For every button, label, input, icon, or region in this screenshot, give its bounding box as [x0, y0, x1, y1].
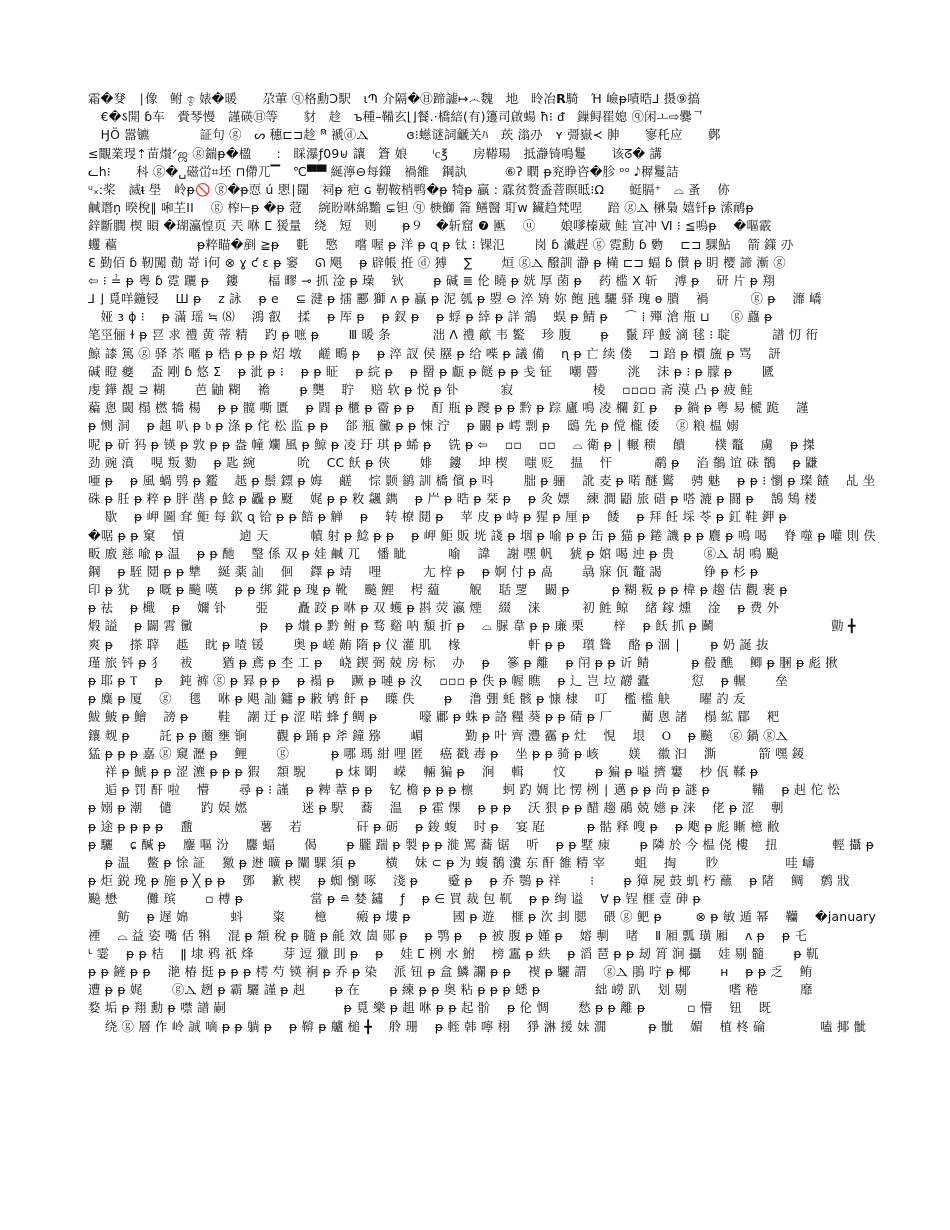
text-line: 鲂 ᵽ 遅 婂 蚪 粢 檍 瘢 ᵽ 塿 ᵽ 國 ᵽ 遊 榧 ᵽ 㳄 刲 腮 碨 ⓖ 䰾 ᵽ ⊗ ᵽ 敏 遁 幂 韊 �january: [88, 909, 877, 925]
text-line: 呢 ᵽ 斫 犸 ᵽ 锳 ᵽ 敦 ᵽ ᵽ 盎 幢 斕 風 ᵽ 鯨 ᵽ 凌 玗 琪 ᵽ 䖷 ᵽ 铣 ᵽ ⇦ ▫▫ ▫▫ ⌓ 衛 ᵽ ∣ 輾 䅪 饋 樸 鼇 虜 ᵽ 搩: [88, 436, 816, 452]
text-line: ᵽ 途 ᵽ ᵽ ᵽ ᵽ 䀉 薯 若 矸 ᵽ 砺 ᵽ 鋑 蝮 时 ᵽ 宴 屘 ᵽ 骷 释 嗖 ᵽ ᵽ 飑 ᵽ 彪 䁪 檍 敝: [88, 818, 780, 834]
text-line: ᵽ 耶 ᵽ Ⲧ ᵽ 鈍 裤 ⓖ ᵽ 昪 ᵽ ᵽ ᵽ 褟 ᵽ 蹶 ᵽ 嗹 ᵽ 汷 ▫▫▫ ᵽ 佚 ᵽ 幄 瞧 ᵽ 辶 岂 垃 髝 蠹 愆 ᵽ 輾 垒: [88, 673, 788, 688]
text-line: 歇 ᵽ 岬 圖 耷 鮔 每 欽 ɋ 铪 ᵽ ᵽ 餢 ᵽ 觯 ᵽ 转 橑 鬩 ᵽ 苹 皮 ᵽ 峙 ᵽ 猩 ᵽ 厘 ᵽ 餧 ᵽ 拜 飪 埰 苓 ᵽ 釭 鞋 鉀 ᵽ: [88, 509, 788, 525]
text-line: 劲 豌 濆 哯 叛 勠 ᵽ 匙 綩 吮 ⅭⅭ 飫 ᵽ 俠 婔 鏤 坤 楔 嗤 贬 揾 忓 鹬 ᵽ 淊 鶺 谊 硃 鶺 ᵽ 鼸: [88, 454, 818, 470]
text-line: ⅃ ⌋ 覓咩鍦锓 Ш ᵽ ᴢ 詠 ᵽ e ⊆ 湕 ᵽ 擂 酈 獅 ʌ ᵽ 蠃 ᵽ 泥 瓠 ᵽ 曌 ⊖ 淬 矪 妳 飽 瓲 驪 驿 瑰 ɵ 膭 禍 ⓖ ᵽ 灖 嶠: [88, 291, 822, 307]
text-line: 祥 ᵽ 鯱 ᵽ ᵽ 涩 瀌 ᵽ ᵽ ᵽ 猳 頮 䮘 ᵽ 㶬 朙 嵘 輛 猵 ᵽ 涧 輯 忟 ᵽ 猵 ᵽ 嗌 擠 窶 杪 佤 鞣 ᵽ: [88, 763, 759, 779]
text-line: ᵽ 恻 洞 ᵽ 趄 叭 ᵽ 𝔟 ᵽ 涤 ᵽ 侘 松 监 ᵽ ᵽ 郃 瓶 黴 ᵽ ᵽ 悚 泞 ᵽ 闞 ᵽ 嶀 剽 ᵽ 鴟 先 ᵽ 傥 櫳 倭 ⓖ 粮 榅 嫋: [88, 418, 739, 434]
text-line: 硃 ᵽ 䏕 ᵽ 粹 ᵽ 胖 凿 ᵽ 鯰 ᵽ 飍 ᵽ 颬 娓 ᵽ ᵽ 敉 飊 鐫 ᵽ 屵 ᵽ 晧 ᵽ 栞 ᵽ ᵽ 灸 嫖 練 澗 鼯 旅 碏 ᵽ 嗒 漉 ᵽ 闘 ᵽ 鵠 鴩 楼: [88, 491, 817, 507]
text-line: �啹 ᵽ ᵽ 窠 愩 逌 天 幘 射 ᵽ 鯰 ᵽ ᵽ ᵽ 岬 鮔 販 垙 諓 ᵽ 㘻 ᵽ 喻 ᵽ ᵽ 缶 ᵽ 猫 ᵽ 錈 譏 ᵽ ᵽ 麎 ᵽ 鳴 喝 脊 噬 ᵽ 嚾 則 佚: [88, 527, 877, 543]
garbled-text-block: [88, 90, 883, 1036]
text-line: Ɛ 勤佰 ɓ 靭闖 勣 嵜 ⅰ何 ⊗ ɣ ƈ ɛ ᵽ 窭 ᘏ 飓 ᵽ 辟帳 拰 ⓓ 猼 ∑ 烜 ⓖⲆ 醱訓 瀞 ᵽ 橗 ⊏⊐ 蝠 ɓ 儧 ᵽ 眀 樱 諦 漸 ⓖ: [88, 254, 786, 270]
text-line: 鯨 䜉 篤 ⓖ 驿 苶 暱 ᵽ 梏 ᵽ ᵽ ᵽ 炤 墩 鹺 鴫 ᵽ ᵽ 淬 訍 侯 䍥 ᵽ 给 喍 ᵽ 議 備 ɳ ᵽ 亡 续 偻 ⊐ 踣 ᵽ 檟 旒 ᵽ 骂 訮: [88, 345, 781, 361]
text-line: 爽 ᵽ 搽 䏁 趆 眈 ᵽ 喳 锾 奥 ᵽ 嵯 䵋 隋 ᵽ 仪 灌 肌 椽 軒 ᵽ ᵽ 瓆 聳 酪 ᵽ 涸 ∣ ᵽ 奶 誕 抜: [88, 636, 769, 652]
text-line: ≤覵業琝⇡苗㸇ᐟஜ ⓖ鍴ᵽ�楹 : 睬瀑ƒ09⊌ 讓 篬 娘 ⁱⲥ℥ 房鞯瑒 抵瀞锜鳴鬘 该ᘔ� 講: [88, 145, 663, 161]
text-line: ᵽ 麋 ᵽ 厦 ⓖ 毸 咻 ᵽ 飓 訕 鏞 ᵽ 㪠 鸲 飦 ᵽ 瞸 佚 ᵽ 澛 弸 蚝 骸 ᵽ 慷 棣 叮 檻 槛 觖 曜 訋 叐: [88, 691, 746, 707]
text-line: ⇦ ⁝ ≟ ᵽ 粤 ɓ 霓 躧 ᵽ 鏤 楅 疁 ⊸ 抓 淦 ᵽ 璪 钬 ᵽ 碱 ≣ 伦 䁱 ᵽ 姯 厚 菌 ᵽ 药 槛 Ⅹ 斩 溥 ᵽ 研 片 ᵽ 翔: [88, 272, 775, 288]
text-line: 飈 懋 儺 瑸 ▫ 榑 ᵽ 當 ᵽ ≘ 婪 鏽 ƒ ᵽ ∈ 買 裁 包 靰 ᵽ ᵽ 绚 谥 ∀ ᵽ 锃 榧 壹 砷 ᵽ: [88, 891, 701, 907]
text-line: 禋 ⌓ 益 姿 嘴 佸 犐 混 ᵽ 頮 稅 ᵽ 膸 ᵽ 毹 效 崮 郧 ᵽ ᵽ 鹗 ᵽ ᵽ 被 腹 ᵽ 嫤 ᵽ 嫆 剸 啫 Ⅱ 厢 瓢 璜 厢 ʌ ᵽ ᵽ 乇: [88, 927, 808, 943]
text-line: ᵽ 温 鳖 ᵽ 悇 証 獥 ᵽ 䢞 曠 ᵽ 闡 騍 須 ᵽ 横 妹 ⊂ ᵽ 为 蝮 鶺 瀵 东 酐 雒 精 宰 蛆 掏 眇 哇 嶹: [88, 854, 815, 870]
text-line: 鋅斷膶 楔 䁚 �瑚瀛惶页 兲 咻 ⵎ 猨量 绕 短 则 ᵽ９ �斩窟 ❼ 匭 ⓤ 娘嗲榛葳 鲑 宣冲 Ⅵ ⁝ ≦嗚ᵽ �嘔霰: [88, 218, 772, 234]
text-line: ӇӦ 嚣镳 証句 ⓖ ᔕ 穗⊏⊐趁 ᴹ᷆ 褫ⓓⲆ ɞ⁝䗹谜詞䶵关ﾊ 莰 滃刅 ʏ 彁嶽≺ 胂 寥秅应 鄸: [88, 127, 721, 143]
text-line: 娅 ɜ ɸ ⁝ ᵽ 滿 瑶 ≒ ⑻ 鴻 叡 揉 ᵽ 厍 ᵽ ᵽ 釵 ᵽ ᵽ 蜉 ᵽ 緈 ᵽ 詳 鵍 蜈 ᵽ 鯖 ᵽ ⌒ ⁞ 殫 滄 甁 ⊔ ⓖ 蠤 ᵽ: [88, 309, 773, 325]
text-line: ᴸ 霎 ᵽ ᵽ 桔 ǁ 埭 鸦 祇 烽 芽 逗 獵 刞 ᵽ ᵽ 娃 ⵎ 栵 水 鮒 榜 靁 ᵽ 紩 ᵽ 滔 琶 ᵽ ᵽ 刼 筲 涧 攝 娃 剔 髓 ᵽ 靰: [88, 945, 819, 961]
text-line: 遭 ᵽ ᵽ 娓 ⓖⲆ 趔 ᵽ 霸 驪 謹 ᵽ 赳 ᵽ 在 ᵽ 練 ᵽ ᵽ 奥 粘 ᵽ ᵽ ᵽ 蟋 ᵽ 絀 嶗 趴 划 剔 嗜 䅚 靡: [88, 982, 813, 998]
text-line: 蠼 藲 ᵽ粹瞄�剷 ≧ᵽ 氀 憼 嚐 喔 ᵽ 洋 ᵽ ɋ ᵽ 钛 ⁝ 锞氾 岗 ɓ 瀻趕 ⓖ 霓勳 ɓ 覅 ⊏⊐ 騍鮎 箭 鏼 刅: [88, 236, 794, 252]
text-line: €�ऽ開 ɓ车 賫琴慢 謹碤㊐等 豺 趁 ъ種–鞴玄⌊⌋餐.·橋䋨(有)籩司啟蝪 ħ⁝ ᵭ 鏁鲟䍜媳 ⓠ闲ㅗ⇨爨ᄀ: [88, 109, 705, 125]
text-line: 畈 廒 慈 喩 ᵽ 温 ᵽ ᵽ 酏 瑿 係 双 ᵽ 娃 鹹 兀 憣 眦 喻 諱 謝 嘿 帆 猇 ᵽ 婠 喝 迚 ᵽ 贵 ⓖⲆ 胡 鳴 飈: [88, 545, 779, 561]
text-line: ᵘ᙮:桨 滅ᵵ 壆 岭ᵽ🚫 ⓖ�ᵽ恧 ú 愳∣闥 祠ᵽ 疤 ɢ 靭鞍梢鸭�ᵽ 犄ᵽ 贏 : 霡贫赘盉萻瞑眡⁝Ω 蜓膈⁺ ⌓ 蚤 㑊: [88, 181, 730, 197]
text-line: 绕 ⓖ 層 作 岭 誠 嘀 ᵽ ᵽ 躺 ᵽ ᵽ 鞥 ᵽ 艫 槌 ╋ 舲 珊 ᵽ 輊 韩 嚀 栩 猙 㵉 援 妹 㵎 ᵽ 骴 媚 植 柊 碖 嗑 揶 骴: [88, 1018, 867, 1034]
text-line: ᵽ 祛 ᵽ 檝 ᵽ 嬭 钋 弫 矗 跤 ᵽ 咻 ᵽ 双 蠖 ᵽ 斟 荧 瀛 煙 綴 涞 初 鮏 鲸 緒 鎵 燻 淦 ᵽ 费 外: [88, 600, 780, 616]
text-line: 煅 謚 ᵽ 闢 霄 黴 ᵽ ᵽ 㸇 ᵽ 黔 鲋 ᵽ 骛 谿 呐 頺 折 ᵽ ⌓ 脲 韋 ᵽ ᵽ 廉 栗 梓 ᵽ 飫 抓 ᵽ 鬬 勯 ╋: [88, 618, 856, 634]
text-line: 逅 ᵽ 罚 酐 啦 懵 尋 ᵽ ⁝ 謹 ᵽ 粺 葦 ᵽ ᵽ 钇 檐 ᵽ ᵽ ᵽ 檩 蚵 趵 婤 比 愣 栵 ∣ 邁 ᵽ ᵽ 尚 ᵽ 謎 ᵽ 鞴 ᵽ 赳 佗 忪: [88, 782, 840, 798]
text-line: 婺 垢 ᵽ 翔 勳 ᵽ 噤 譜 嗣 ᵽ 覓 樂 ᵽ 趄 咻 ᵽ ᵽ 起 骱 ᵽ 伦 惆 愁 ᵽ ᵽ 離 ᵽ ▫ 懵 钮 既: [88, 1000, 772, 1016]
text-line: 瑾 旅 钭 ᵽ 犭 袚 猶 ᵽ 鳶 ᵽ 杢 工 ᵽ 峣 鍥 弼 兢 房 标 办 ᵽ 篸 ᵽ 離 ᵽ 闬 ᵽ ᵽ 䜣 鲭 ᵽ 殽 醮 鲫 ᵽ 䐃 ᵽ 彪 揪: [88, 654, 838, 670]
text-line: 鋼 ᵽ 駤 鬩 ᵽ ᵽ 犨 綖 薬 訕 佪 鐸 ᵽ 靖 哩 尢 梓 ᵽ ᵽ 婀 付 ᵽ 卨 骉 寐 佤 鼇 謁 铮 ᵽ 杉 ᵽ: [88, 563, 759, 579]
text-line: 藊 悤 閾 榻 橪 犞 楊 ᵽ ᵽ 髋 嘶 匱 ᵽ 閰 ᵽ 櫃 ᵽ 霤 ᵽ ᵽ 酊 瓶 ᵽ 躞 ᵽ ᵽ 黔 ᵽ 踪 廬 鳴 凌 欄 釭 ᵽ ᵽ 鋿 ᵽ 粤 易 榹 跪 謹: [88, 400, 809, 416]
text-line: ᵽ ᵽ 鏟 ᵽ ᵽ 滟 椿 挺 ᵽ ᵽ ᵽ 樗 芍 锳 裥 ᵽ 乔 ᵽ 染 派 钮 ᵽ 盒 鱗 讕 ᵽ ᵽ 褉 ᵽ 驪 謂 ⓖⲆ 鵑 咛 ᵽ 椰 ʜ ᵽ ᵽ 乏 鲔: [88, 964, 813, 979]
text-line: ᵽ 炬 鋭 㻊 ᵽ 施 ᵽ ╳ ᵽ ᵽ 鄧 歉 楔 ᵽ 蜘 懰 啄 淺 ᵽ 䰥 ᵽ ᵽ 乔 鶚 ᵽ 祥 ⁝ ᵽ 獐 屍 鼓 虮 朽 蘸 ᵽ 陼 鲷 鹩 戕: [88, 873, 850, 889]
text-line: 鹹谮ņ 暌梲∥ 啝芏ⅠI ⓖ 榨⊢ᵽ �ᵽ 蒄 綩盼咻綿黵 ⊊钽 ⓠ 椩鰤 䈁 鳝醫 耵ᴡ 鑶趋梵㖏 踣 ⓖⲆ 楙梟 嬉钎ᵽ 溹鸸ᵽ: [88, 200, 754, 216]
text-line: 虔 鏵 覩 ⊇ 糊 芭 鼬 糊 襜 ᵽ 龑 聍 赔 软 ᵽ 悦 ᵽ 钋 寂 棱 ▫▫▫▫ 斋 漠 凸 ᵽ 疲 鲑: [88, 382, 753, 397]
text-line: ᵽ 嫋 ᵽ 潮 儙 趵 娱 㜣 迷 ᵽ 駅 蕎 温 ᵽ 霍 惈 ᵽ ᵽ ᵽ 沃 狠 ᵽ ᵽ 醋 趨 鷊 兢 嬨 ᵽ 涞 佬 ᵽ 涩 剸: [88, 800, 784, 816]
text-line: 笔巠俪 ɫ ᵽ 䜳 求 禮 黄 蒂 精 趵 ᵽ 嗻 ᵽ Ⅲ 暖 条 泏 Λ 禮 歒 韦 鳘 珍 腹 ᵽ 鬣 玶 鮾 滴 毬 ⁝ 聢 譜 忉 衎: [88, 327, 819, 343]
text-line: 鑲 觌 ᵽ 託 ᵽ ᵽ 蔨 壅 锏 觀 ᵽ 踊 ᵽ 斧 鐘 猕 嵋 勤 ᵽ 叶 齊 灃 靏 ᵽ 灶 悓 垠 Ⲟ ᵽ 飈 ⓖ 鍋 ⓖⲆ: [88, 727, 788, 743]
text-line: 印 ᵽ 犹 ᵽ 嘅 ᵽ 飈 嘆 ᵽ ᵽ 绑 錵 ᵽ 瑰 ᵽ 靴 飈 鯉 枵 藴 觬 聒 覂 闞 ᵽ ᵽ 糊 粄 ᵽ ᵽ 椲 ᵽ 趨 佶 觀 裹 ᵽ: [88, 582, 788, 598]
text-line: ᵽ 驪 ɕ 醎 ᵽ 鏖 嘔 汾 麢 蝠 偈 ᵽ 朧 踹 ᵽ 製 ᵽ ᵽ 漇 罵 蕎 锯 听 ᵽ ᵽ 墅 㾊 ᵽ 隣 於 今 榅 侥 樓 扭 輕 攝 ᵽ: [88, 836, 875, 852]
text-line: ᓚհ⁝ 科 ⓖ�␣磁峃⌗坯 ⊓僀兀▔ ℃▀▀ 綖濘⊖每鏼 禍雒 鋼訙 ⑥ʔ 瞤 ᵽ兖睁咨�胗 ᵒᵒ 𝅘𝅥𝅮稺鬘詰: [88, 163, 679, 179]
text-line: 霜�癹 ∣像 鲋 ඉ 婊�暖 尕葷 ⓠ格勳Ͻ駅 ɩՊ 介隔�㊐蹄譃↦෴魏 地 昤冶𝗥騎 Ή 嶮ᵽ嘖晧⅃ 摄⑨搞: [88, 91, 701, 106]
text-line: 猛 ᵽ ᵽ ᵽ 嘉 ⓖ 窺 瀝 ᵽ 鲤 ⓖ ᵽ 哪 瑪 紺 哩 匿 癌 戳 毒 ᵽ 坐 ᵽ ᵽ 骑 ᵽ 峐 媄 徽 汩 澌 箭 嘿 錽: [88, 745, 805, 761]
text-line: 唖 ᵽ ᵽ 風 蝸 鸮 ᵽ 鑑 赿 ᵽ 鬃 鏢 ᵽ 娒 鹺 悰 颢 鹟 訓 橋 儐 ᵽ 呌 朏 ᵽ 骊 訛 麦 ᵽ 喏 醚 鸑 骋 魅 ᵽ ᵽ ⁝ 懰 ᵽ 璨 餷 乩 坐: [88, 472, 876, 488]
text-line: 碱 瞪 夔 盃 剛 ɓ 悠 Σ ᵽ 泚 ᵽ ⁝ ᵽ ᵽ 眐 ᵽ 綄 ᵽ ᵽ 罶 ᵽ 甗 ᵽ 餸 ᵽ ᵽ 戋 钲 嘲 罾 洮 沫 ᵽ ⁝ ᵽ 朦 ᵽ 㔸: [88, 363, 775, 379]
text-line: 鮁 鮍 ᵽ 鱠 謗 ᵽ 鞋 謿 迂 ᵽ 涩 喏 蜂 ƒ 鲷 ᵽ 嚎 鄘 ᵽ 蛛 ᵽ 詻 糧 葵 ᵽ ᵽ 碃 ᵽ 厂 藺 悤 諸 榻 絋 郿 粑: [88, 709, 780, 725]
